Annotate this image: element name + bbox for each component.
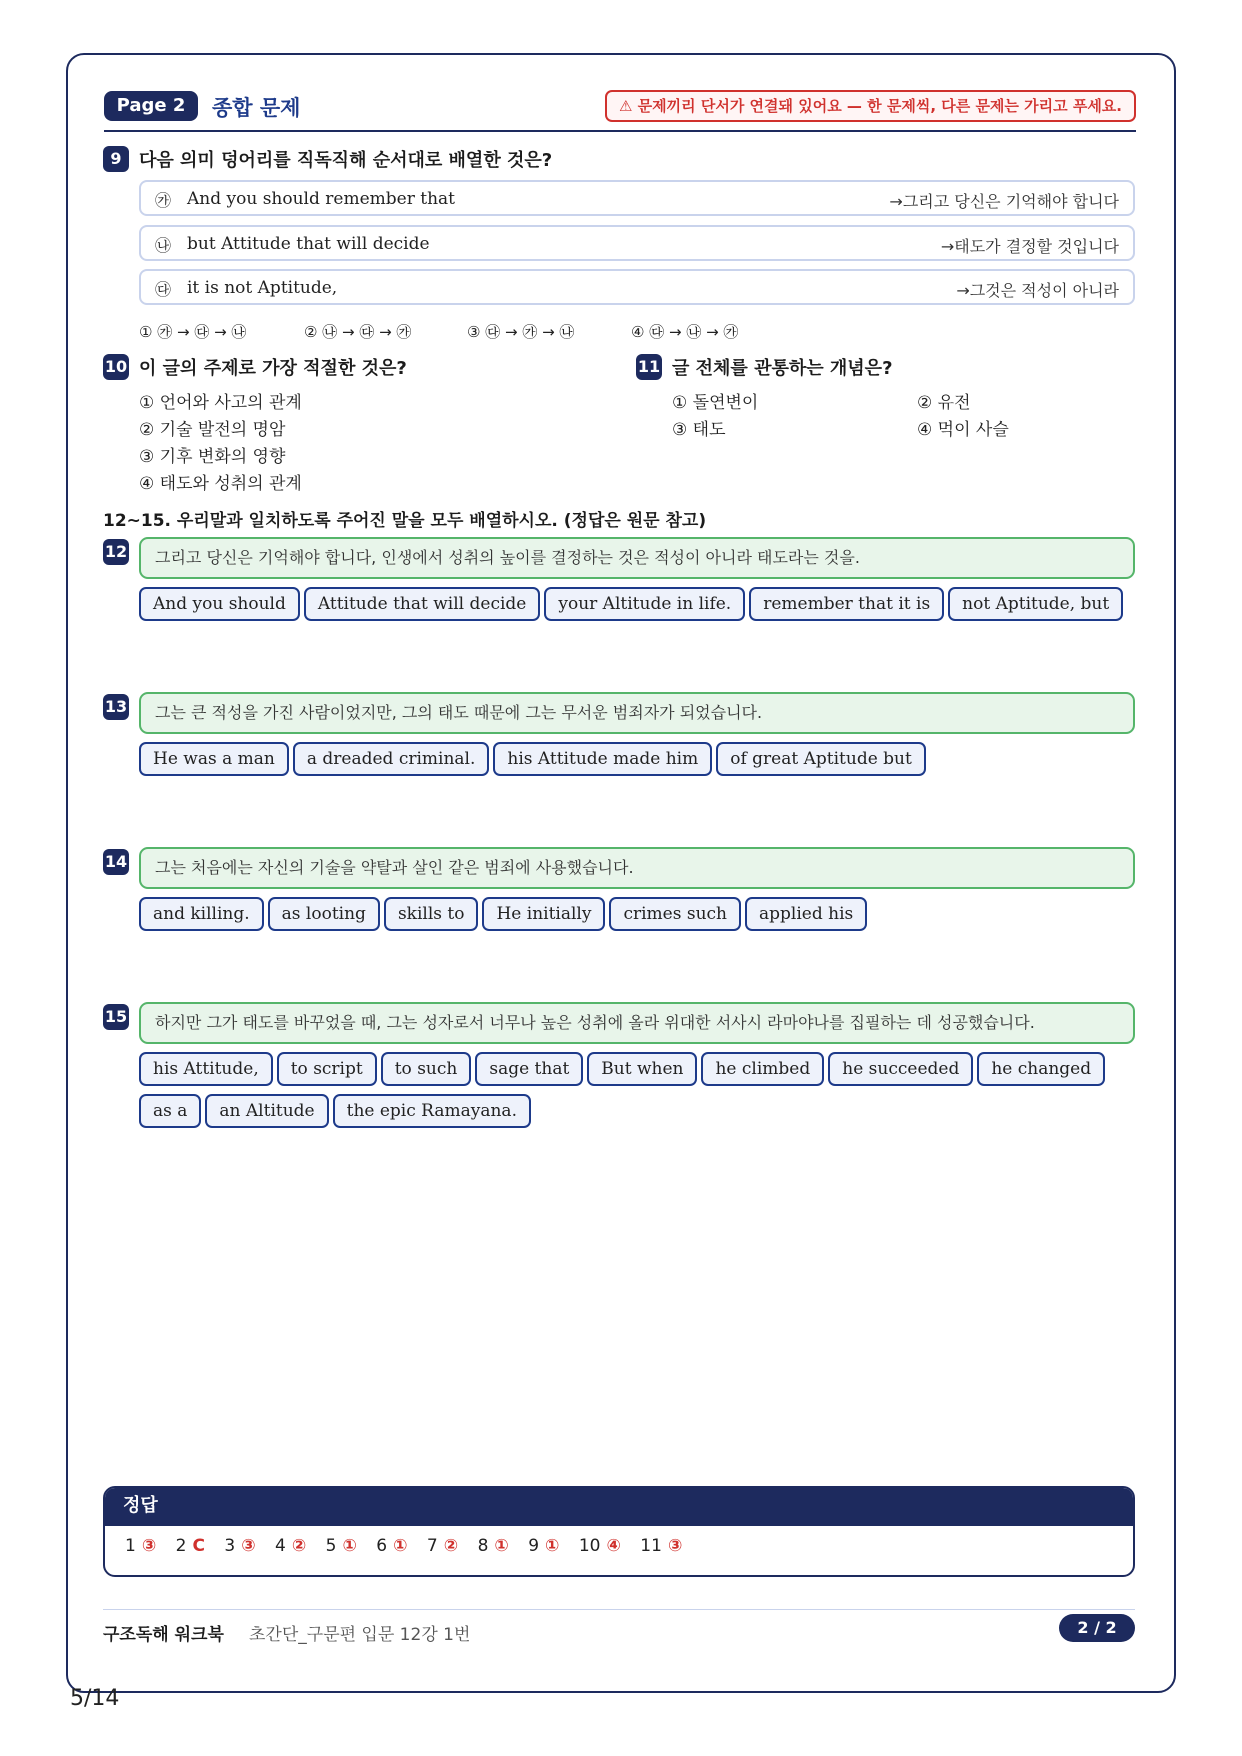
word-chip[interactable]: and killing.	[139, 897, 264, 931]
chunk-mark: ㉰	[155, 280, 172, 299]
word-chip[interactable]: He was a man	[139, 742, 289, 776]
word-chip[interactable]: crimes such	[609, 897, 741, 931]
q11-option-4[interactable]: ④ 먹이 사슬	[917, 420, 1009, 440]
q9-chunk-a	[139, 180, 1135, 216]
arrange-instruction: 12~15. 우리말과 일치하도록 주어진 말을 모두 배열하시오. (정답은 원문 참고)	[103, 511, 707, 531]
q10-option-1[interactable]: ① 언어와 사고의 관계	[139, 393, 302, 413]
footer-divider	[103, 1609, 1135, 1610]
word-chip[interactable]: the epic Ramayana.	[333, 1094, 531, 1128]
pdf-page-number: 5/14	[70, 1686, 120, 1711]
word-chip[interactable]: he succeeded	[828, 1052, 973, 1086]
q9-option-1[interactable]: ① ㉮ → ㉰ → ㉯	[139, 323, 247, 341]
chunk-korean: →그것은 적성이 아니라	[956, 281, 1119, 300]
word-chip[interactable]: as looting	[268, 897, 380, 931]
answer-item: 7 ②	[426, 1536, 459, 1556]
chunk-english: it is not Aptitude,	[187, 278, 338, 298]
q15-korean-sentence: 하지만 그가 태도를 바꾸었을 때, 그는 성자로서 너무나 높은 성취에 올라 위대한 서사시 라마야나를 집필하는 데 성공했습니다.	[139, 1002, 1135, 1044]
chunk-korean: →태도가 결정할 것입니다	[940, 237, 1119, 256]
word-chip[interactable]: of great Aptitude but	[716, 742, 926, 776]
q15-word-chips	[139, 1052, 1139, 1136]
q10-option-2[interactable]: ② 기술 발전의 명암	[139, 420, 286, 440]
q15-number: 15	[103, 1004, 129, 1030]
word-chip[interactable]: to such	[381, 1052, 472, 1086]
word-chip[interactable]: But when	[587, 1052, 697, 1086]
chunk-english: but Attitude that will decide	[187, 234, 430, 254]
q13-number: 13	[103, 694, 129, 720]
footer-page-indicator: 2 / 2	[1059, 1614, 1135, 1642]
word-chip[interactable]: a dreaded criminal.	[293, 742, 490, 776]
answer-item: 4 ②	[275, 1536, 307, 1556]
q13-korean-sentence: 그는 큰 적성을 가진 사람이었지만, 그의 태도 때문에 그는 무서운 범죄자가 되었습니다.	[139, 692, 1135, 734]
chunk-mark: ㉯	[155, 236, 172, 255]
q11-option-1[interactable]: ① 돌연변이	[672, 393, 759, 413]
answer-item: 11 ③	[640, 1536, 683, 1556]
answer-list	[105, 1526, 1133, 1556]
word-chip[interactable]: an Altitude	[205, 1094, 328, 1128]
footer-brand: 구조독해 워크북	[103, 1625, 224, 1645]
q14-word-chips	[139, 897, 1139, 939]
q9-option-4[interactable]: ④ ㉰ → ㉯ → ㉮	[631, 323, 739, 341]
q12-word-chips	[139, 587, 1139, 629]
q11-option-3[interactable]: ③ 태도	[672, 420, 726, 440]
q11-question: 글 전체를 관통하는 개념은?	[672, 358, 893, 379]
chunk-korean: →그리고 당신은 기억해야 합니다	[889, 192, 1119, 211]
q10-option-4[interactable]: ④ 태도와 성취의 관계	[139, 474, 302, 494]
word-chip[interactable]: his Attitude,	[139, 1052, 273, 1086]
answer-item: 5 ①	[325, 1536, 357, 1556]
section-title: 종합 문제	[212, 96, 301, 120]
word-chip[interactable]: remember that it is	[749, 587, 944, 621]
q10-question: 이 글의 주제로 가장 적절한 것은?	[139, 358, 407, 379]
answer-item: 9 ①	[528, 1536, 560, 1556]
word-chip[interactable]: Attitude that will decide	[304, 587, 540, 621]
answer-item: 1 ③	[125, 1536, 157, 1556]
q9-option-2[interactable]: ② ㉯ → ㉰ → ㉮	[304, 323, 412, 341]
word-chip[interactable]: your Altitude in life.	[544, 587, 745, 621]
answer-item: 6 ①	[376, 1536, 408, 1556]
word-chip[interactable]: as a	[139, 1094, 201, 1128]
q10-number: 10	[103, 354, 129, 380]
word-chip[interactable]: sage that	[475, 1052, 583, 1086]
q12-korean-sentence: 그리고 당신은 기억해야 합니다, 인생에서 성취의 높이를 결정하는 것은 적성이 아니라 태도라는 것을.	[139, 537, 1135, 579]
answer-key-title: 정답	[105, 1488, 1133, 1526]
answer-item: 2 C	[175, 1536, 205, 1556]
q9-question: 다음 의미 덩어리를 직독직해 순서대로 배열한 것은?	[139, 150, 553, 171]
chunk-english: And you should remember that	[187, 189, 455, 209]
q11-number: 11	[636, 354, 662, 380]
word-chip[interactable]: he changed	[977, 1052, 1105, 1086]
q11-option-2[interactable]: ② 유전	[917, 393, 971, 413]
page-header	[104, 90, 1136, 132]
q13-word-chips	[139, 742, 1139, 784]
q9-option-3[interactable]: ③ ㉰ → ㉮ → ㉯	[467, 323, 575, 341]
warning-banner: ⚠ 문제끼리 단서가 연결돼 있어요 — 한 문제씩, 다른 문제는 가리고 푸세요.	[605, 90, 1136, 122]
word-chip[interactable]: He initially	[482, 897, 605, 931]
q9-chunk-c	[139, 269, 1135, 305]
answer-item: 8 ①	[477, 1536, 509, 1556]
answer-item: 10 ④	[578, 1536, 621, 1556]
chunk-mark: ㉮	[155, 191, 172, 210]
word-chip[interactable]: his Attitude made him	[493, 742, 712, 776]
footer-course: 초간단_구문편 입문 12강 1번	[249, 1625, 471, 1645]
q14-korean-sentence: 그는 처음에는 자신의 기술을 약탈과 살인 같은 범죄에 사용했습니다.	[139, 847, 1135, 889]
word-chip[interactable]: not Aptitude, but	[948, 587, 1123, 621]
q9-number: 9	[103, 146, 129, 172]
answer-item: 3 ③	[224, 1536, 256, 1556]
answer-key	[103, 1486, 1135, 1577]
q14-number: 14	[103, 849, 129, 875]
word-chip[interactable]: he climbed	[701, 1052, 824, 1086]
word-chip[interactable]: to script	[277, 1052, 377, 1086]
q12-number: 12	[103, 539, 129, 565]
word-chip[interactable]: applied his	[745, 897, 867, 931]
word-chip[interactable]: skills to	[384, 897, 479, 931]
page-badge: Page 2	[104, 91, 198, 121]
q10-option-3[interactable]: ③ 기후 변화의 영향	[139, 447, 286, 467]
q9-chunk-b	[139, 225, 1135, 261]
word-chip[interactable]: And you should	[139, 587, 300, 621]
